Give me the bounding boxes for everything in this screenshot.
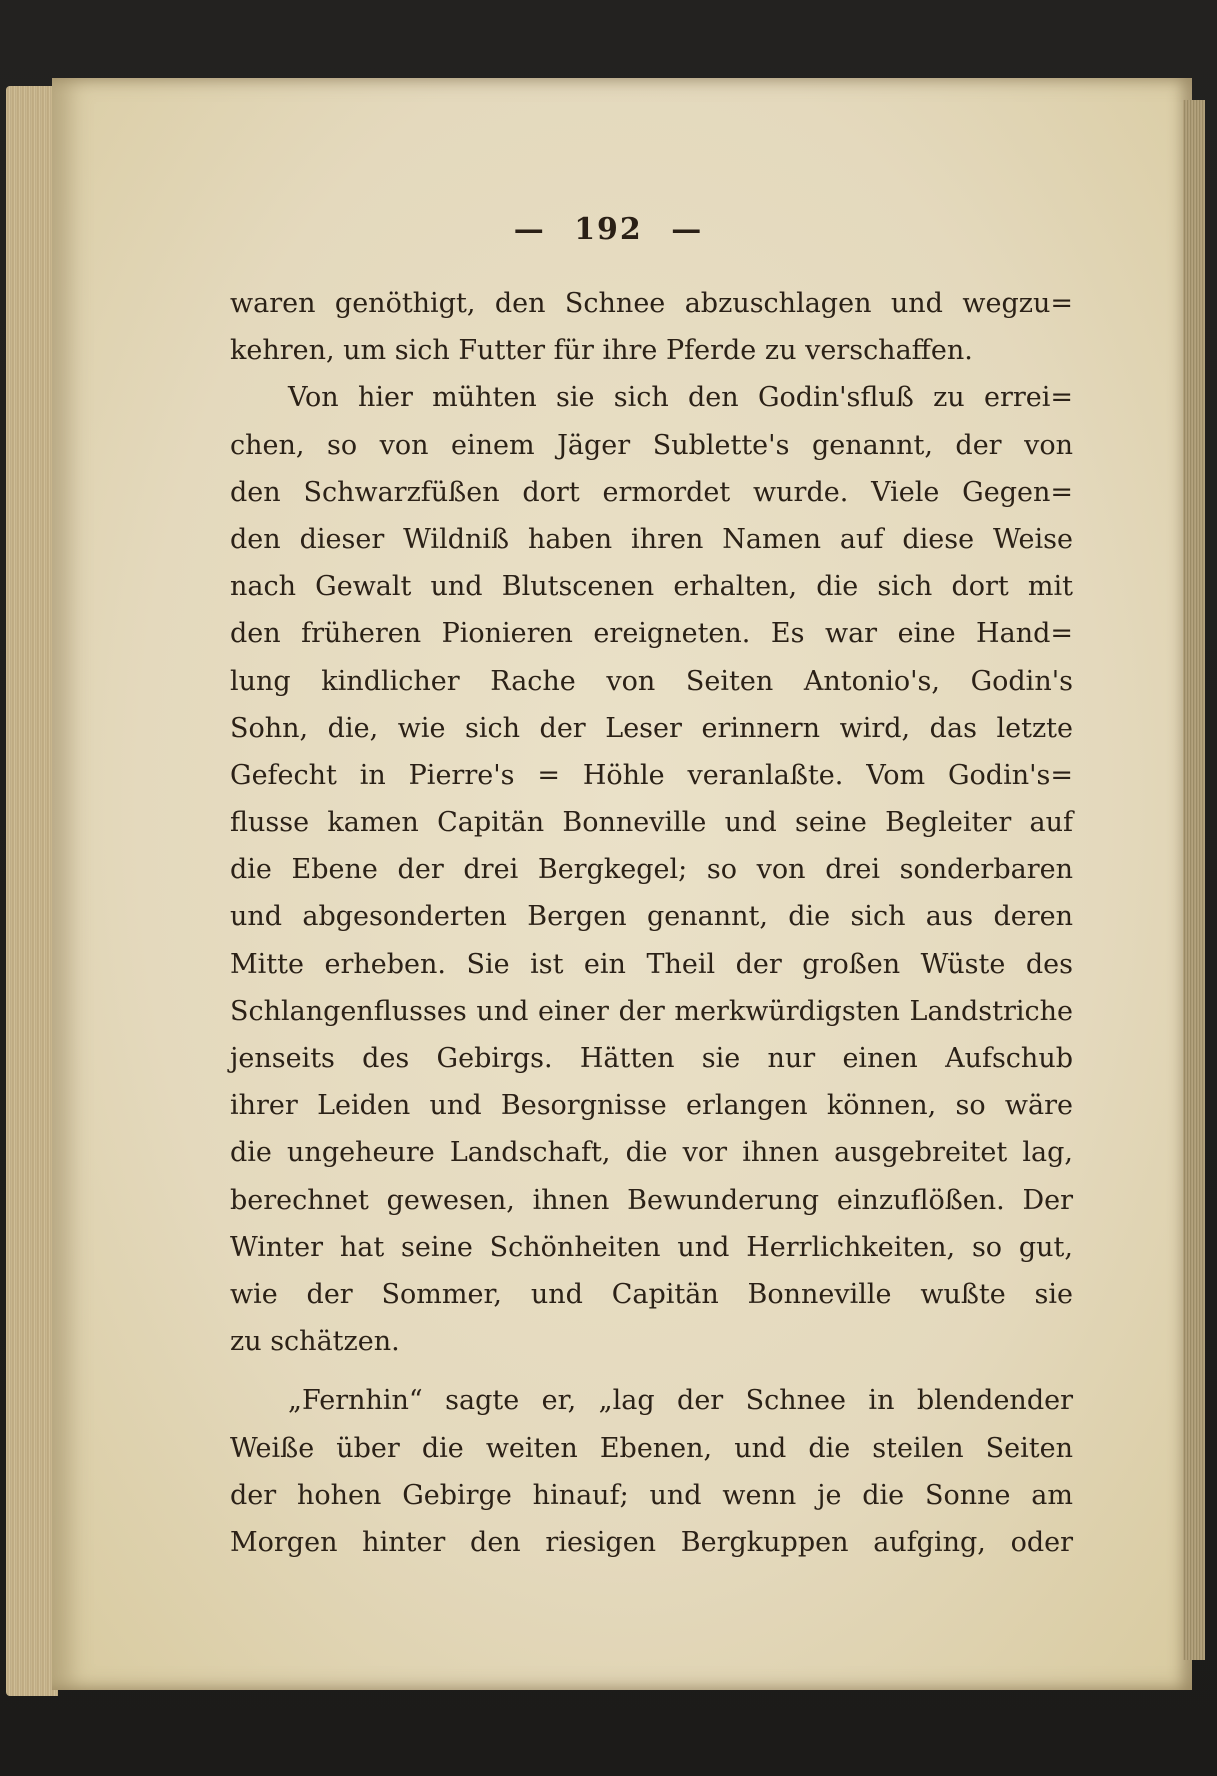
text-line: Weiße über die weiten Ebenen, und die steilen Seiten bbox=[230, 1432, 1073, 1464]
text-line: nach Gewalt und Blutscenen erhalten, die sich dort mit bbox=[230, 571, 1073, 603]
page-stack-left-edge bbox=[6, 86, 58, 1696]
text-line: den dieser Wildniß haben ihren Namen auf diese Weise bbox=[230, 523, 1073, 555]
text-line: wie der Sommer, und Capitän Bonneville wußte sie bbox=[230, 1278, 1073, 1310]
text-line: der hohen Gebirge hinauf; und wenn je die Sonne am bbox=[230, 1479, 1073, 1511]
text-line: Schlangenflusses und einer der merkwürdigsten Landstriche bbox=[230, 995, 1073, 1027]
page-stack-right-edge bbox=[1183, 100, 1205, 1660]
text-line: waren genöthigt, den Schnee abzuschlagen und wegzu= bbox=[230, 288, 1073, 319]
paragraph-gap bbox=[230, 1365, 1073, 1377]
text-line: und abgesonderten Bergen genannt, die sich aus deren bbox=[230, 901, 1073, 933]
text-line: zu schätzen. bbox=[230, 1326, 400, 1358]
header-dash-right: — bbox=[671, 212, 704, 247]
text-line: die ungeheure Landschaft, die vor ihnen ausgebreitet lag, bbox=[230, 1137, 1073, 1169]
text-line: kehren, um sich Futter für ihre Pferde zu verschaffen. bbox=[230, 335, 973, 367]
text-line: chen, so von einem Jäger Sublette's genannt, der von bbox=[230, 429, 1073, 461]
body-text bbox=[230, 280, 1073, 1566]
text-line: lung kindlicher Rache von Seiten Antonio's, Godin's bbox=[230, 665, 1073, 697]
text-line: Gefecht in Pierre's = Höhle veranlaßte. Vom Godin's= bbox=[230, 759, 1073, 791]
text-line: Sohn, die, wie sich der Leser erinnern wird, das letzte bbox=[230, 712, 1073, 744]
text-line: die Ebene der drei Bergkegel; so von drei sonderbaren bbox=[230, 854, 1073, 886]
text-line: Mitte erheben. Sie ist ein Theil der großen Wüste des bbox=[230, 948, 1073, 980]
page-number-header bbox=[0, 212, 1217, 247]
text-line: Winter hat seine Schönheiten und Herrlichkeiten, so gut, bbox=[230, 1231, 1073, 1263]
text-line: den Schwarzfüßen dort ermordet wurde. Viele Gegen= bbox=[230, 476, 1073, 508]
page-number: 192 bbox=[574, 212, 643, 247]
text-line: Von hier mühten sie sich den Godin'sfluß zu errei= bbox=[288, 382, 1073, 414]
text-line: Morgen hinter den riesigen Bergkuppen aufging, oder bbox=[230, 1526, 1073, 1558]
text-line: ihrer Leiden und Besorgnisse erlangen können, so wäre bbox=[230, 1090, 1073, 1122]
text-line: den früheren Pionieren ereigneten. Es war eine Hand= bbox=[230, 618, 1073, 650]
text-line: flusse kamen Capitän Bonneville und seine Begleiter auf bbox=[230, 807, 1073, 839]
text-line: jenseits des Gebirgs. Hätten sie nur einen Aufschub bbox=[230, 1043, 1073, 1074]
text-line: berechnet gewesen, ihnen Bewunderung einzuflößen. Der bbox=[230, 1184, 1073, 1216]
header-dash-left: — bbox=[513, 212, 546, 247]
text-line: „Fernhin“ sagte er, „lag der Schnee in blendender bbox=[288, 1385, 1073, 1417]
